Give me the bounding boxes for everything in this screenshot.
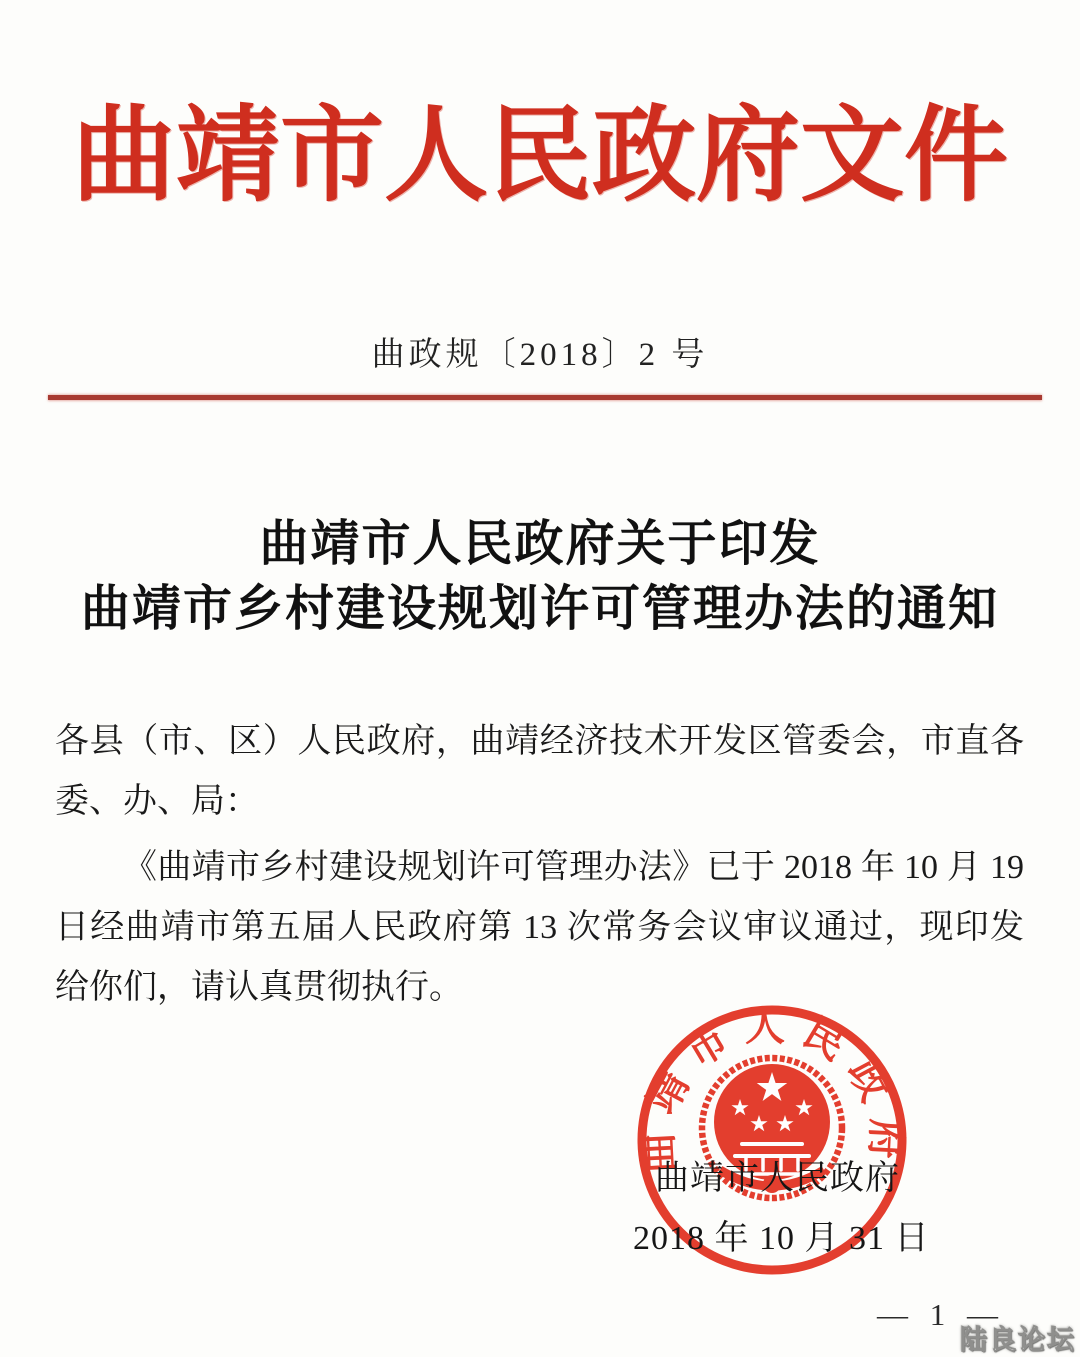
notice-title xyxy=(0,511,1080,641)
issuer-signature: 曲靖市人民政府 xyxy=(655,1160,900,1197)
body-line: 各县（市、区）人民政府，曲靖经济技术开发区管委会，市直各 xyxy=(55,723,1024,760)
page-number: — 1 — xyxy=(877,1297,1000,1332)
body-line: 日经曲靖市第五届人民政府第 13 次常务会议审议通过，现印发 xyxy=(55,909,1024,946)
body-line: 给你们，请认真贯彻执行。 xyxy=(55,969,463,1006)
seal-arc-text: 曲靖市人民政府 xyxy=(634,1003,910,1174)
body-line: 《曲靖市乡村建设规划许可管理办法》已于 2018 年 10 月 19 xyxy=(123,849,1024,886)
salutation-paragraph xyxy=(55,712,1024,832)
notice-body xyxy=(55,712,1024,1018)
body-line: 委、办、局： xyxy=(55,783,259,820)
main-paragraph xyxy=(55,838,1024,1018)
notice-title-line-1: 曲靖市人民政府关于印发 xyxy=(259,516,821,571)
red-divider xyxy=(48,395,1042,400)
document-number: 曲政规〔2018〕2 号 xyxy=(371,337,709,373)
issue-date: 2018 年 10 月 31 日 xyxy=(633,1220,930,1257)
forum-watermark: 陆良论坛 xyxy=(960,1325,1076,1355)
masthead-title: 曲靖市人民政府文件 xyxy=(71,99,1008,214)
notice-title-line-2: 曲靖市乡村建设规划许可管理办法的通知 xyxy=(80,581,999,636)
